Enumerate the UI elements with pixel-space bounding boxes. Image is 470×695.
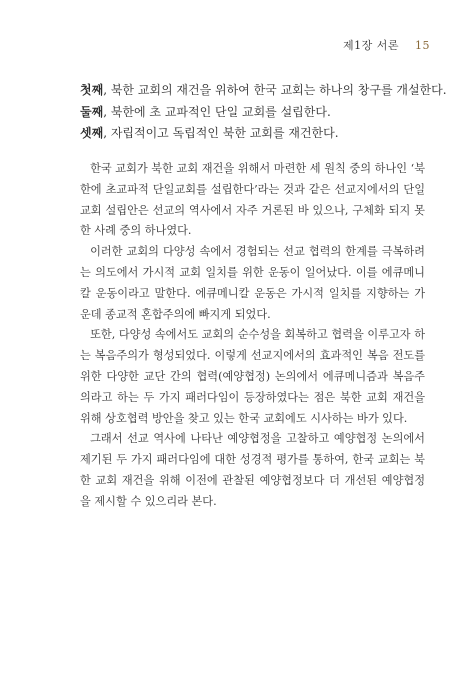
list-item-label: 첫째 <box>80 83 104 97</box>
list-item <box>80 80 447 102</box>
list-item <box>80 123 440 145</box>
list-item-text: , 북한에 초 교파적인 단일 교회를 설립한다. <box>103 104 331 119</box>
chapter-title: 제1장 서론 <box>343 39 399 52</box>
paragraph: 그래서 선교 역사에 나타난 예양협정을 고찰하고 예양협정 논의에서 제기된 두 가지 패러다임에 대한 성경적 평가를 통하여, 한국 교회는 북한 교회 재건을 위해 이전에 관찰된 예양협정보다 더 개선된 예양협정을 제시할 수 있으리라 본다. <box>80 432 425 508</box>
paragraph: 또한, 다양성 속에서도 교회의 순수성을 회복하고 협력을 이루고자 하는 복음주의가 형성되었다. 이렇게 선교지에서의 효과적인 복음 전도를 위한 다양한 교단 간의 협력(예양협정) 논의에서 에큐메니즘과 복음주의라고 하는 두 가지 패러다임이 등장하였다는 점은 북한 교회 재건을 위해 상호협력 방안을 찾고 있는 한국 교회에도 시사하는 바가 있다. <box>80 328 425 425</box>
page-number: 15 <box>415 39 430 52</box>
principles-list <box>80 80 447 145</box>
list-item-text: , 자립적이고 독립적인 북한 교회를 재건한다. <box>103 126 339 140</box>
list-item-label: 둘째 <box>80 104 104 119</box>
paragraph: 이러한 교회의 다양성 속에서 경험되는 선교 협력의 한계를 극복하려는 의도에서 가시적 교회 일치를 위한 운동이 일어났다. 이를 에큐메니칼 운동이라고 말한다. 에큐메니칼 운동은 가시적 일치를 지향하는 가운데 종교적 혼합주의에 빠지게 되었다. <box>80 245 425 321</box>
body-text <box>80 159 425 513</box>
running-header <box>343 37 430 53</box>
paragraph: 한국 교회가 북한 교회 재건을 위해서 마련한 세 원칙 중의 하나인 ‘북한에 초교파적 단일교회를 설립한다’라는 것과 같은 선교지에서의 단일교회 설립안은 선교의 역사에서 자주 거론된 바 있으나, 구체화 되지 못한 사례 중의 하나였다. <box>80 162 425 238</box>
list-item-text: , 북한 교회의 재건을 위하여 한국 교회는 하나의 창구를 개설한다. <box>103 83 447 97</box>
list-item-label: 셋째 <box>80 126 104 140</box>
list-item <box>80 102 440 124</box>
